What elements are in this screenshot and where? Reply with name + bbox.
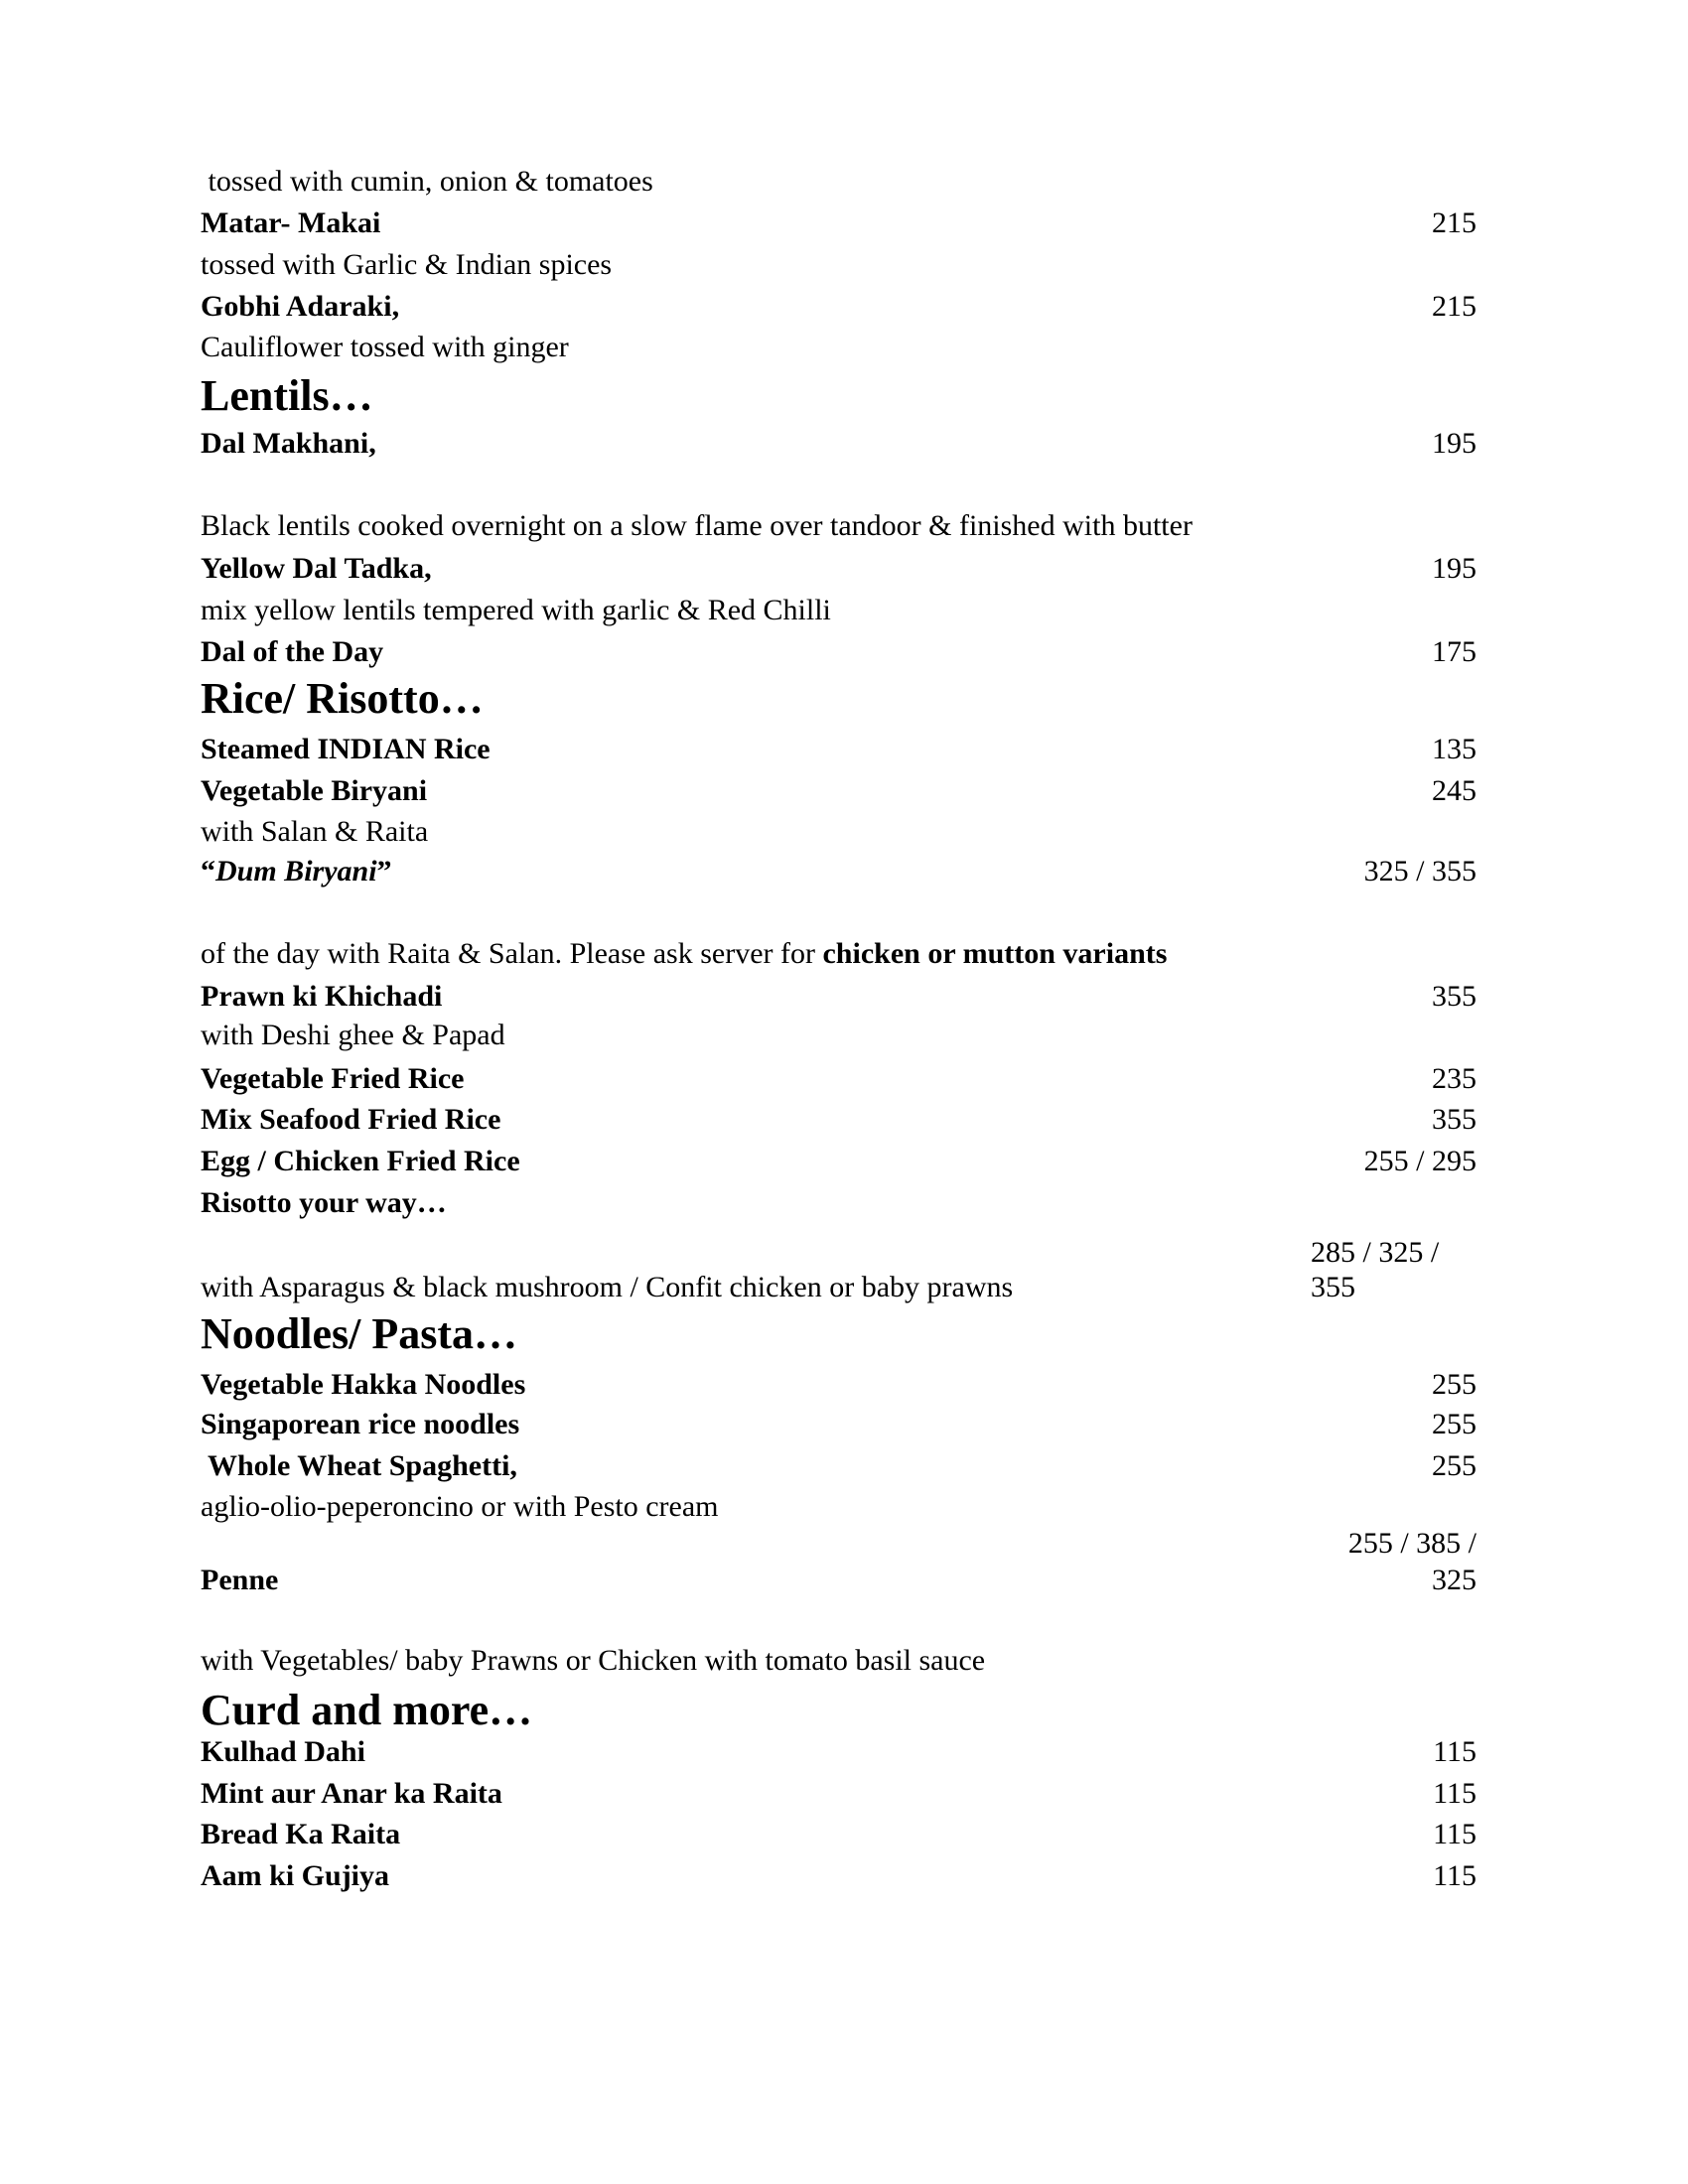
menu-row	[201, 851, 1477, 892]
menu-row	[201, 1182, 1477, 1224]
section-heading	[201, 368, 1477, 423]
item-text: Singaporean rice noodles	[201, 1408, 520, 1440]
menu-row	[201, 729, 1477, 770]
item-text: Prawn ki Khichadi	[201, 980, 443, 1013]
menu-row	[201, 1015, 1477, 1056]
item-text: tossed with Garlic & Indian spices	[201, 248, 613, 281]
item-text: Aam ki Gujiya	[201, 1859, 390, 1892]
menu-row	[201, 161, 1477, 203]
item-text: Steamed INDIAN Rice	[201, 733, 491, 765]
menu-row	[201, 1267, 1477, 1308]
section-heading-text: Curd and more…	[201, 1686, 533, 1734]
item-text: Kulhad Dahi	[201, 1735, 365, 1768]
item-text: Vegetable Biryani	[201, 774, 428, 807]
item-price: 135	[1432, 733, 1477, 765]
menu-row	[201, 505, 1477, 547]
item-price: 355	[1432, 1103, 1477, 1136]
item-text: Mix Seafood Fried Rice	[201, 1103, 501, 1136]
section-heading	[201, 1683, 1477, 1737]
item-text: with Salan & Raita	[201, 815, 429, 848]
item-price: 255	[1432, 1408, 1477, 1440]
menu-row	[201, 1486, 1477, 1528]
menu-row	[201, 548, 1477, 590]
item-price: 255	[1432, 1449, 1477, 1482]
section-heading-text: Lentils…	[201, 371, 373, 420]
item-text: Dum Biryani	[215, 855, 377, 887]
item-text: Dal of the Day	[201, 635, 384, 668]
item-text: “	[201, 855, 215, 887]
item-price: 115	[1433, 1859, 1477, 1892]
item-text: Egg / Chicken Fried Rice	[201, 1145, 520, 1177]
menu-row	[201, 1814, 1477, 1855]
menu-row	[201, 1445, 1477, 1487]
menu-row	[201, 327, 1477, 368]
item-text: Vegetable Hakka Noodles	[201, 1368, 526, 1401]
item-price: 255 / 295	[1363, 1145, 1477, 1177]
item-text: Cauliflower tossed with ginger	[201, 331, 569, 363]
item-text: Bread Ka Raita	[201, 1818, 401, 1850]
item-price: 195	[1432, 427, 1477, 460]
item-price: 355	[1311, 1271, 1355, 1303]
item-price: 215	[1432, 290, 1477, 323]
menu-row	[201, 770, 1477, 812]
menu-row	[201, 1560, 1477, 1601]
item-text: Yellow Dal Tadka,	[201, 552, 432, 585]
menu-row	[201, 1731, 1477, 1773]
item-text: of the day with Raita & Salan. Please ask server for	[201, 937, 823, 970]
item-price: 325	[1432, 1564, 1477, 1596]
item-text: Mint aur Anar ka Raita	[201, 1777, 502, 1810]
section-heading	[201, 1306, 1477, 1361]
menu-row	[201, 1058, 1477, 1100]
item-text: aglio-olio-peperoncino or with Pesto cream	[201, 1490, 719, 1523]
item-text: Vegetable Fried Rice	[201, 1062, 465, 1095]
item-price: 355	[1432, 980, 1477, 1013]
item-text: Penne	[201, 1564, 279, 1596]
menu-row	[201, 1773, 1477, 1815]
menu-row	[201, 631, 1477, 673]
item-text: mix yellow lentils tempered with garlic & Red Chilli	[201, 594, 831, 626]
section-heading-text: Rice/ Risotto…	[201, 674, 484, 723]
item-text: with Vegetables/ baby Prawns or Chicken with tomato basil sauce	[201, 1644, 986, 1677]
item-price: 325 / 355	[1363, 855, 1477, 887]
menu-row	[201, 1364, 1477, 1406]
menu-row	[201, 1640, 1477, 1682]
item-text: chicken or mutton variants	[822, 937, 1168, 970]
item-price: 235	[1432, 1062, 1477, 1095]
section-heading	[201, 671, 1477, 726]
menu-row	[201, 1404, 1477, 1445]
item-text: Dal Makhani,	[201, 427, 376, 460]
menu-row	[201, 1141, 1477, 1182]
item-price: 255	[1432, 1368, 1477, 1401]
item-text: Matar- Makai	[201, 206, 381, 239]
menu-row	[201, 1855, 1477, 1897]
item-text: Whole Wheat Spaghetti,	[201, 1449, 517, 1482]
menu-row	[201, 933, 1477, 975]
item-price: 175	[1432, 635, 1477, 668]
item-text: Gobhi Adaraki,	[201, 290, 400, 323]
menu-row	[201, 590, 1477, 631]
item-price: 285 / 325 /	[1311, 1236, 1440, 1269]
item-text: with Asparagus & black mushroom / Confit chicken or baby prawns	[201, 1271, 1014, 1303]
item-text: Black lentils cooked overnight on a slow flame over tandoor & finished with butter	[201, 509, 1193, 542]
item-price: 245	[1432, 774, 1477, 807]
item-price: 255 / 385 /	[1347, 1527, 1477, 1560]
item-text: Risotto your way…	[201, 1186, 447, 1219]
item-price: 195	[1432, 552, 1477, 585]
item-price: 115	[1433, 1818, 1477, 1850]
item-price: 115	[1433, 1777, 1477, 1810]
menu-row	[201, 244, 1477, 286]
menu-row	[201, 976, 1477, 1018]
menu-row	[201, 423, 1477, 465]
section-heading-text: Noodles/ Pasta…	[201, 1309, 517, 1358]
menu-row	[201, 203, 1477, 244]
item-text: tossed with cumin, onion & tomatoes	[201, 165, 653, 198]
item-price: 215	[1432, 206, 1477, 239]
item-text: with Deshi ghee & Papad	[201, 1019, 505, 1051]
menu-row	[201, 811, 1477, 853]
item-text: ”	[376, 855, 392, 887]
menu-row	[201, 1099, 1477, 1141]
item-price: 115	[1433, 1735, 1477, 1768]
menu-row	[201, 286, 1477, 328]
